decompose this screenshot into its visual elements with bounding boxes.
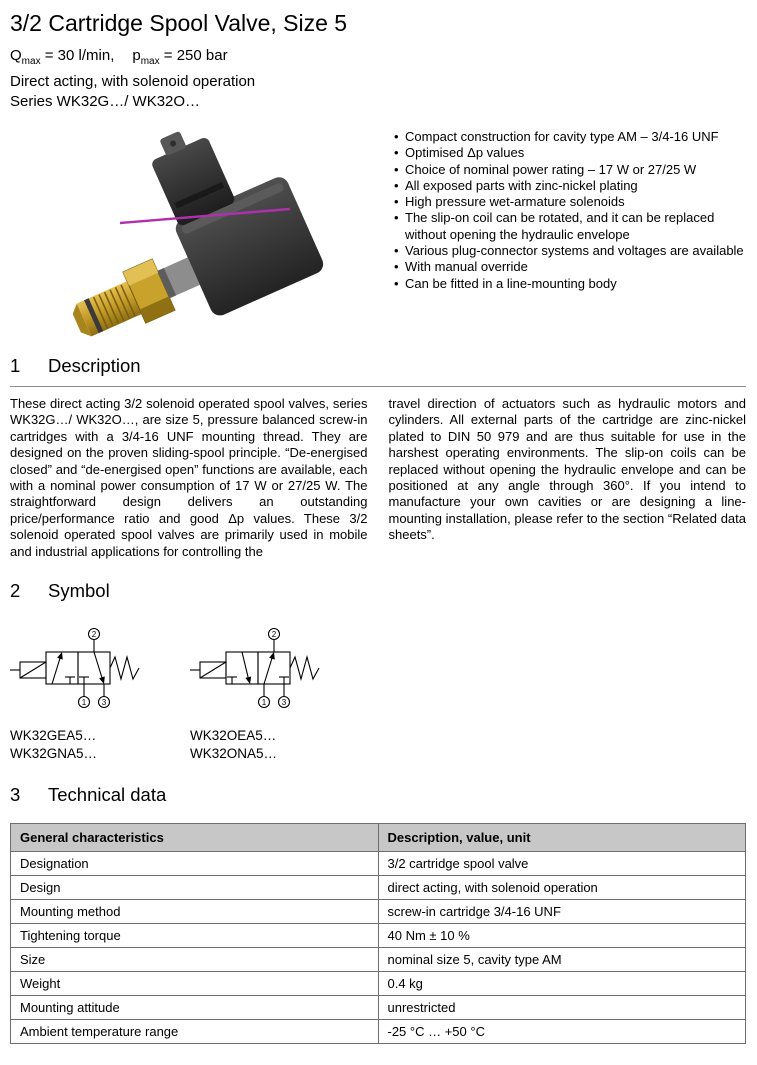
- section-title: Technical data: [48, 784, 167, 806]
- table-header-row: [11, 824, 746, 852]
- model-code: WK32OEA5…: [190, 728, 277, 744]
- arrowhead: [99, 676, 105, 684]
- valve-position-box-left: [226, 652, 258, 684]
- port-label: 3: [281, 697, 287, 707]
- valve-position-box-right: [78, 652, 110, 684]
- model-code: WK32ONA5…: [190, 745, 278, 761]
- spring-icon: [290, 657, 319, 679]
- qmax-value: = 30 l/min,: [40, 47, 115, 64]
- cartridge-valve-illustration: [28, 127, 368, 342]
- spring-icon: [110, 657, 139, 679]
- symbols-row: [10, 626, 746, 762]
- arrowhead: [57, 652, 63, 660]
- table-row: [11, 996, 746, 1020]
- table-row: [11, 876, 746, 900]
- table-row: [11, 852, 746, 876]
- cell-value: screw-in cartridge 3/4-16 UNF: [378, 900, 746, 924]
- pmax-subscript: max: [140, 56, 160, 67]
- flow-path-line: [94, 652, 103, 681]
- flow-path-line: [52, 655, 61, 684]
- product-photo: [10, 127, 393, 343]
- qmax-subscript: max: [21, 56, 41, 67]
- section-heading-description: [10, 355, 746, 377]
- flow-path-line: [264, 655, 273, 684]
- feature-item: • Can be fitted in a line-mounting body: [393, 276, 745, 292]
- section-number: 2: [10, 580, 21, 602]
- cell-value: direct acting, with solenoid operation: [378, 876, 746, 900]
- cell-label: Weight: [11, 972, 379, 996]
- solenoid-diagonal: [20, 662, 46, 678]
- section-heading-symbol: [10, 580, 746, 602]
- cell-label: Size: [11, 948, 379, 972]
- table-row: [11, 924, 746, 948]
- port-label: 1: [261, 697, 267, 707]
- symbol-a-labels: [10, 727, 160, 762]
- solenoid-diagonal: [200, 662, 226, 678]
- cell-label: Design: [11, 876, 379, 900]
- model-code: WK32GEA5…: [10, 728, 97, 744]
- spec-line: [10, 46, 746, 72]
- table-row: [11, 1020, 746, 1044]
- cell-value: 0.4 kg: [378, 972, 746, 996]
- model-code: WK32GNA5…: [10, 745, 98, 761]
- table-row: [11, 900, 746, 924]
- description-column-left: These direct acting 3/2 solenoid operated spool valves, series WK32G…/ WK32O…, are size 5, pressure balanced screw-in cartridges with a 3/4-16 UNF mounting thread. They are designed on the proven sliding-spool principle. “De-energised closed” and “de-energised open” functions are available, each with a nominal power consumption of 17 W or 27/25 W. The straightforward design delivers an outstanding price/performance ratio and good Δp values. These 3/2 solenoid operated spool valves are primarily used in mobile and industrial applications for controlling the: [10, 396, 368, 559]
- header-specs: [10, 46, 746, 112]
- feature-item: • High pressure wet-armature solenoids: [393, 194, 745, 210]
- cell-value: 3/2 cartridge spool valve: [378, 852, 746, 876]
- feature-item: • The slip-on coil can be rotated, and it can be replaced without opening the hydraulic envelope: [393, 210, 745, 243]
- section-title: Description: [48, 355, 141, 376]
- series-line: Series WK32G…/ WK32O…: [10, 93, 201, 110]
- section-heading-technical-data: [10, 784, 746, 806]
- cell-value: unrestricted: [378, 996, 746, 1020]
- feature-item: • Compact construction for cavity type AM – 3/4-16 UNF: [393, 129, 745, 145]
- valve-symbol-b-diagram: [190, 626, 340, 712]
- column-header-characteristics: General characteristics: [11, 824, 379, 852]
- section-title: Symbol: [48, 580, 110, 602]
- pmax-value: = 250 bar: [159, 47, 228, 64]
- symbol-b-labels: [190, 727, 340, 762]
- feature-list: [393, 129, 745, 292]
- valve-symbol-a: [10, 626, 160, 762]
- section-number: 3: [10, 784, 21, 806]
- flow-path-line: [242, 652, 249, 681]
- page-title: 3/2 Cartridge Spool Valve, Size 5: [10, 10, 348, 36]
- valve-symbol-b: [190, 626, 340, 762]
- cell-value: 40 Nm ± 10 %: [378, 924, 746, 948]
- arrowhead: [269, 652, 275, 660]
- feature-item: • With manual override: [393, 259, 745, 275]
- cell-label: Designation: [11, 852, 379, 876]
- cell-label: Mounting method: [11, 900, 379, 924]
- technical-data-table: [10, 823, 746, 1044]
- section-divider: [10, 386, 746, 387]
- feature-item: • Optimised Δp values: [393, 145, 745, 161]
- port-label: 2: [271, 629, 277, 639]
- arrowhead: [245, 677, 251, 685]
- cell-value: -25 °C … +50 °C: [378, 1020, 746, 1044]
- port-label: 1: [81, 697, 87, 707]
- cell-label: Tightening torque: [11, 924, 379, 948]
- cell-label: Ambient temperature range: [11, 1020, 379, 1044]
- feature-item: • Various plug-connector systems and voltages are available: [393, 243, 745, 259]
- pmax-symbol: p: [132, 47, 141, 64]
- section-number: 1: [10, 355, 21, 376]
- qmax-symbol: Q: [10, 47, 22, 64]
- operation-line: Direct acting, with solenoid operation: [10, 73, 256, 90]
- table-row: [11, 948, 746, 972]
- description-body: [10, 396, 746, 560]
- valve-symbol-a-diagram: [10, 626, 160, 712]
- description-column-right: travel direction of actuators such as hydraulic motors and cylinders. All external parts of the cartridge are zinc-nickel plated to DIN 50 979 and are thus suitable for use in the harshest operating environments. The slip-on coils can be replaced without opening the hydraulic envelope and can be positioned at any angle through 360°. If you intend to manufacture your own cavities or are designing a line-mounting installation, please refer to the section “Related data sheets”.: [388, 396, 746, 543]
- hero-section: [10, 127, 746, 343]
- port-label: 2: [91, 629, 97, 639]
- feature-item: • All exposed parts with zinc-nickel plating: [393, 178, 745, 194]
- feature-item: • Choice of nominal power rating – 17 W or 27/25 W: [393, 162, 745, 178]
- column-header-value: Description, value, unit: [378, 824, 746, 852]
- cell-value: nominal size 5, cavity type AM: [378, 948, 746, 972]
- table-row: [11, 972, 746, 996]
- port-label: 3: [101, 697, 107, 707]
- cell-label: Mounting attitude: [11, 996, 379, 1020]
